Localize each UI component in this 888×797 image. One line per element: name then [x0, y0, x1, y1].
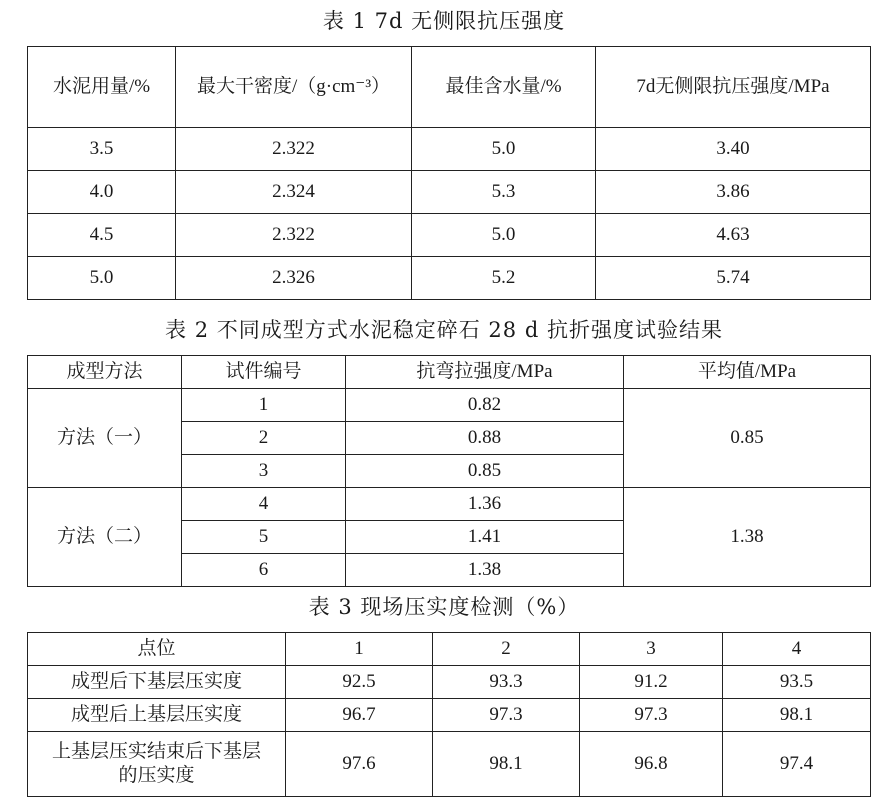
specimen-id-cell: 4	[182, 488, 346, 521]
table1-header-cell: 7d无侧限抗压强度/MPa	[596, 47, 871, 128]
table-cell: 5.0	[412, 214, 596, 257]
table1-header-cell: 水泥用量/%	[28, 47, 176, 128]
table-cell: 3.5	[28, 128, 176, 171]
table1-header-cell: 最大干密度/（g·cm⁻³）	[176, 47, 412, 128]
specimen-id-cell: 6	[182, 554, 346, 587]
table1-header-cell: 最佳含水量/%	[412, 47, 596, 128]
table-row	[28, 171, 871, 214]
table-cell: 4.0	[28, 171, 176, 214]
table-cell: 97.6	[286, 732, 433, 797]
table-cell: 5.0	[28, 257, 176, 300]
row-label-cell	[28, 732, 286, 797]
table-row	[28, 257, 871, 300]
table-row	[28, 732, 871, 797]
table3-header-cell: 4	[723, 633, 871, 666]
strength-cell: 1.38	[346, 554, 624, 587]
table-cell: 91.2	[580, 666, 723, 699]
average-cell: 1.38	[624, 488, 871, 587]
row-label-line: 的压实度	[118, 765, 195, 786]
average-cell: 0.85	[624, 389, 871, 488]
table-cell: 3.86	[596, 171, 871, 214]
specimen-id-cell: 3	[182, 455, 346, 488]
table-cell: 5.2	[412, 257, 596, 300]
table-cell: 97.4	[723, 732, 871, 797]
table2	[27, 355, 871, 587]
specimen-id-cell: 1	[182, 389, 346, 422]
specimen-id-cell: 2	[182, 422, 346, 455]
table2-caption: 表 2 不同成型方式水泥稳定碎石 28 d 抗折强度试验结果	[165, 318, 723, 342]
table-cell: 4.63	[596, 214, 871, 257]
table-cell: 96.7	[286, 699, 433, 732]
table3-header-row	[28, 633, 871, 666]
table2-header-cell: 平均值/MPa	[624, 356, 871, 389]
table-cell: 3.40	[596, 128, 871, 171]
table1-header-row	[28, 47, 871, 128]
table3-header-cell: 3	[580, 633, 723, 666]
table-cell: 2.322	[176, 128, 412, 171]
table-cell: 2.324	[176, 171, 412, 214]
table-cell: 97.3	[580, 699, 723, 732]
table3-header-cell: 1	[286, 633, 433, 666]
strength-cell: 1.41	[346, 521, 624, 554]
strength-cell: 0.82	[346, 389, 624, 422]
table2-header-row	[28, 356, 871, 389]
table-cell: 92.5	[286, 666, 433, 699]
method-cell: 方法（一）	[28, 389, 182, 488]
table-cell: 2.322	[176, 214, 412, 257]
row-label-cell: 成型后下基层压实度	[28, 666, 286, 699]
table-row	[28, 699, 871, 732]
method-cell: 方法（二）	[28, 488, 182, 587]
table-cell: 93.5	[723, 666, 871, 699]
table2-header-cell: 抗弯拉强度/MPa	[346, 356, 624, 389]
table-cell: 97.3	[433, 699, 580, 732]
specimen-id-cell: 5	[182, 521, 346, 554]
table1-caption: 表 1 7d 无侧限抗压强度	[322, 9, 566, 33]
strength-cell: 0.85	[346, 455, 624, 488]
table-row	[28, 666, 871, 699]
table3-header-cell: 2	[433, 633, 580, 666]
table-cell: 2.326	[176, 257, 412, 300]
table-cell: 5.74	[596, 257, 871, 300]
table2-header-cell: 成型方法	[28, 356, 182, 389]
table3-header-cell: 点位	[28, 633, 286, 666]
table-cell: 5.0	[412, 128, 596, 171]
table-row	[28, 214, 871, 257]
table-row	[28, 128, 871, 171]
strength-cell: 1.36	[346, 488, 624, 521]
strength-cell: 0.88	[346, 422, 624, 455]
table-cell: 98.1	[433, 732, 580, 797]
table-cell: 98.1	[723, 699, 871, 732]
table-cell: 5.3	[412, 171, 596, 214]
table3	[27, 632, 871, 797]
table2-header-cell: 试件编号	[182, 356, 346, 389]
table3-caption: 表 3 现场压实度检测（%）	[308, 595, 580, 619]
table-cell: 4.5	[28, 214, 176, 257]
table1	[27, 46, 871, 300]
table-row	[28, 488, 871, 521]
table-cell: 93.3	[433, 666, 580, 699]
row-label-line: 上基层压实结束后下基层	[51, 741, 261, 762]
table-row	[28, 389, 871, 422]
row-label-cell: 成型后上基层压实度	[28, 699, 286, 732]
table-cell: 96.8	[580, 732, 723, 797]
